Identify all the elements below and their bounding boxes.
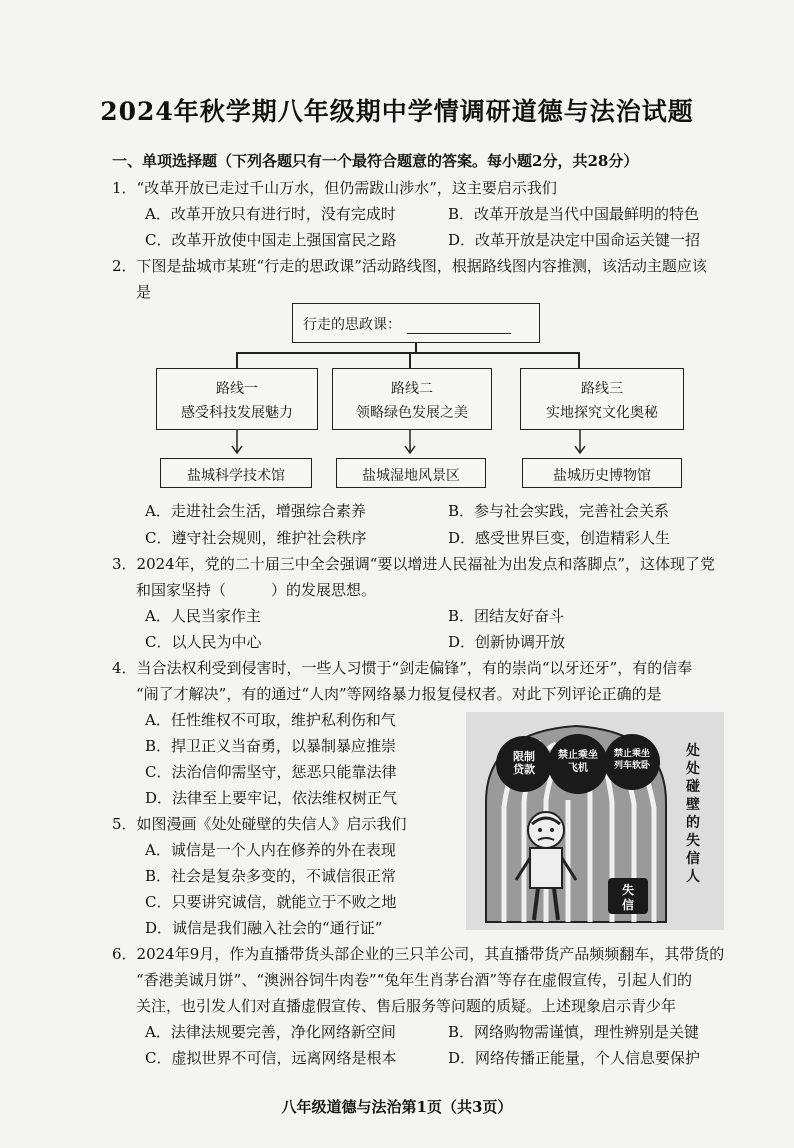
q1-option-a: A．改革开放只有进行时，没有完成时 [145,205,396,223]
q4-option-a: A．任性维权不可取，维护私利伤和气 [145,711,396,729]
route-1-desc: 感受科技发展魅力 [181,405,293,421]
q3-option-d: D．创新协调开放 [448,633,566,651]
destination-1: 盐城科学技术馆 [187,468,285,484]
q2-option-d: D．感受世界巨变，创造精彩人生 [448,529,671,547]
cartoon-ball-2-line1: 禁止乘坐 [558,750,598,761]
route-3-name: 路线三 [581,381,623,397]
q2-option-a: A．走进社会生活，增强综合素养 [145,502,366,520]
diagram-top-label: 行走的思政课： [303,317,401,333]
question-4-stem-cont: “闹了才解决”，有的通过“人肉”等网络暴力报复侵权者。对此下列评论正确的是 [136,685,662,703]
destination-2-box [336,458,486,488]
q6-option-b: B．网络购物需谨慎，理性辨别是关键 [448,1023,700,1041]
route-3-desc: 实地探究文化奥秘 [546,405,658,421]
destination-3-box [522,458,682,488]
q4-option-d: D．法律至上要牢记，依法维权树正气 [145,789,398,807]
cartoon-ball-3-line2: 列车软卧 [613,761,651,771]
q4-option-b: B．捍卫正义当奋勇，以暴制暴应推崇 [145,737,397,755]
q3-option-a: A．人民当家作主 [145,607,261,625]
question-6-stem-cont-2: 关注，也引发人们对直播虚假宣传、售后服务等问题的质疑。上述现象启示青少年 [136,997,677,1015]
route-2-desc: 领略绿色发展之美 [356,405,468,421]
cartoon-ball-1-line1: 限制 [513,750,535,763]
q6-option-a: A．法律法规要完善，净化网络新空间 [145,1023,396,1041]
route-1-name: 路线一 [216,381,258,397]
page-footer: 八年级道德与法治第1页（共3页） [281,1098,513,1116]
question-3-stem: 3．2024年，党的二十届三中全会强调“要以增进人民福祉为出发点和落脚点”，这体现了党 [112,555,716,573]
q1-option-b: B．改革开放是当代中国最鲜明的特色 [448,205,700,223]
question-3-stem-cont: 和国家坚持（ ）的发展思想。 [136,581,377,599]
question-5-stem: 5．如图漫画《处处碰壁的失信人》启示我们 [112,815,407,833]
question-6-stem: 6．2024年9月，作为直播带货头部企业的三只羊公司，其直播带货产品频频翻车，其带货的 [112,945,725,963]
q2-option-b: B．参与社会实践，完善社会关系 [448,502,670,520]
route-2-name: 路线二 [391,381,433,397]
section-heading: 一、单项选择题（下列各题只有一个最符合题意的答案。每小题2分，共28分） [112,152,639,170]
cartoon-ball-1-line2: 贷款 [513,763,535,776]
q5-option-a: A．诚信是一个人内在修养的外在表现 [145,841,396,859]
cartoon-ball-2-line2: 飞机 [568,763,588,774]
q5-option-d: D．诚信是我们融入社会的“通行证” [145,919,383,937]
question-4-stem: 4．当合法权利受到侵害时，一些人习惯于“剑走偏锋”，有的崇尚“以牙还牙”，有的信奉 [112,659,693,677]
question-6-stem-cont-1: “香港美诚月饼”、“澳洲谷饲牛肉卷”“兔年生肖茅台酒”等存在虚假宣传，引起人们的 [136,971,693,989]
q1-option-d: D．改革开放是决定中国命运关键一招 [448,231,701,249]
q4-option-c: C．法治信仰需坚守，惩恶只能靠法律 [145,763,397,781]
q6-option-d: D．网络传播正能量，个人信息要保护 [448,1049,701,1067]
question-2-stem: 2．下图是盐城市某班“行走的思政课”活动路线图，根据路线图内容推测，该活动主题应该 [112,257,707,275]
cartoon-caption: 处处碰壁的失信人 [686,743,700,885]
exam-title: 2024年秋学期八年级期中学情调研道德与法治试题 [100,97,694,126]
q5-option-b: B．社会是复杂多变的，不诚信很正常 [145,867,397,885]
cartoon-tag-line2: 信 [621,898,635,912]
q3-option-b: B．团结友好奋斗 [448,607,565,625]
q6-option-c: C．虚拟世界不可信，远离网络是根本 [145,1049,397,1067]
q2-option-c: C．遵守社会规则，维护社会秩序 [145,529,367,547]
question-2-stem-cont: 是 [136,283,152,301]
cartoon-ball-3-line1: 禁止乘坐 [613,749,651,759]
destination-2: 盐城湿地风景区 [362,468,460,484]
destination-3: 盐城历史博物馆 [553,468,651,484]
q1-option-c: C．改革开放使中国走上强国富民之路 [145,231,397,249]
destination-1-box [160,458,312,488]
question-1-stem: 1．“改革开放已走过千山万水，但仍需跋山涉水”，这主要启示我们 [112,179,557,197]
q3-option-c: C．以人民为中心 [145,633,262,651]
q5-option-c: C．只要讲究诚信，就能立于不败之地 [145,893,397,911]
cartoon-tag-line1: 失 [621,883,635,897]
